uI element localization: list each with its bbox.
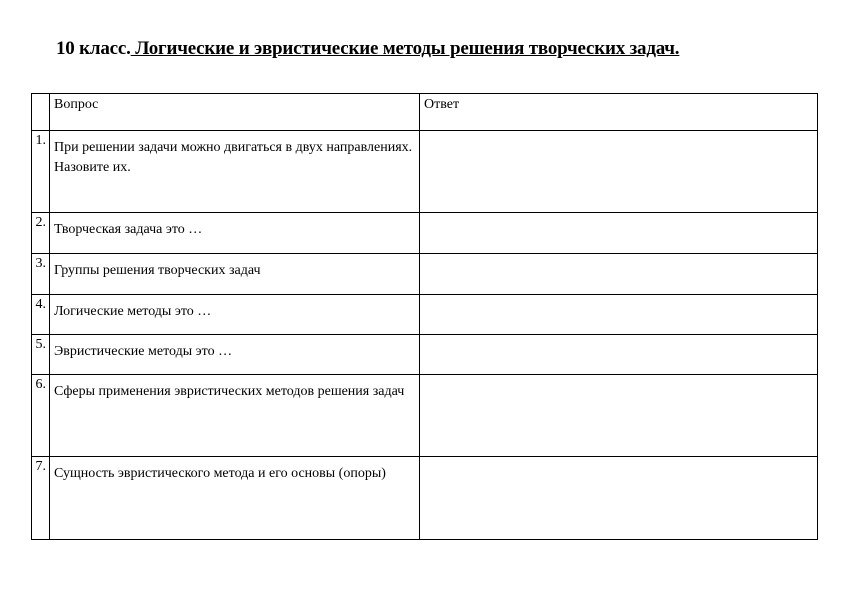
table-row	[32, 254, 818, 295]
row-number: 3.	[32, 254, 50, 295]
answer-cell[interactable]	[420, 131, 818, 213]
answer-cell[interactable]	[420, 335, 818, 375]
header-num-cell	[32, 94, 50, 131]
header-answer-cell: Ответ	[420, 94, 818, 131]
table-row	[32, 335, 818, 375]
table-row	[32, 375, 818, 457]
title-class: 10 класс.	[56, 38, 131, 59]
page-title	[56, 38, 679, 60]
table-header-row	[32, 94, 818, 131]
table-row	[32, 131, 818, 213]
question-cell: Творческая задача это …	[50, 213, 420, 254]
question-cell: Логические методы это …	[50, 295, 420, 335]
table-row	[32, 457, 818, 540]
question-cell: Эвристические методы это …	[50, 335, 420, 375]
table-row	[32, 213, 818, 254]
question-cell: Сущность эвристического метода и его основы (опоры)	[50, 457, 420, 540]
question-cell: Группы решения творческих задач	[50, 254, 420, 295]
question-cell: Сферы применения эвристических методов решения задач	[50, 375, 420, 457]
answer-cell[interactable]	[420, 213, 818, 254]
row-number: 1.	[32, 131, 50, 213]
row-number: 6.	[32, 375, 50, 457]
row-number: 5.	[32, 335, 50, 375]
answer-cell[interactable]	[420, 375, 818, 457]
answer-cell[interactable]	[420, 457, 818, 540]
answer-cell[interactable]	[420, 295, 818, 335]
table-row	[32, 295, 818, 335]
row-number: 4.	[32, 295, 50, 335]
answer-cell[interactable]	[420, 254, 818, 295]
question-cell: При решении задачи можно двигаться в двух направлениях. Назовите их.	[50, 131, 420, 213]
row-number: 2.	[32, 213, 50, 254]
questions-table	[31, 93, 818, 540]
header-question-cell: Вопрос	[50, 94, 420, 131]
row-number: 7.	[32, 457, 50, 540]
title-topic: Логические и эвристические методы решения творческих задач.	[130, 38, 680, 59]
